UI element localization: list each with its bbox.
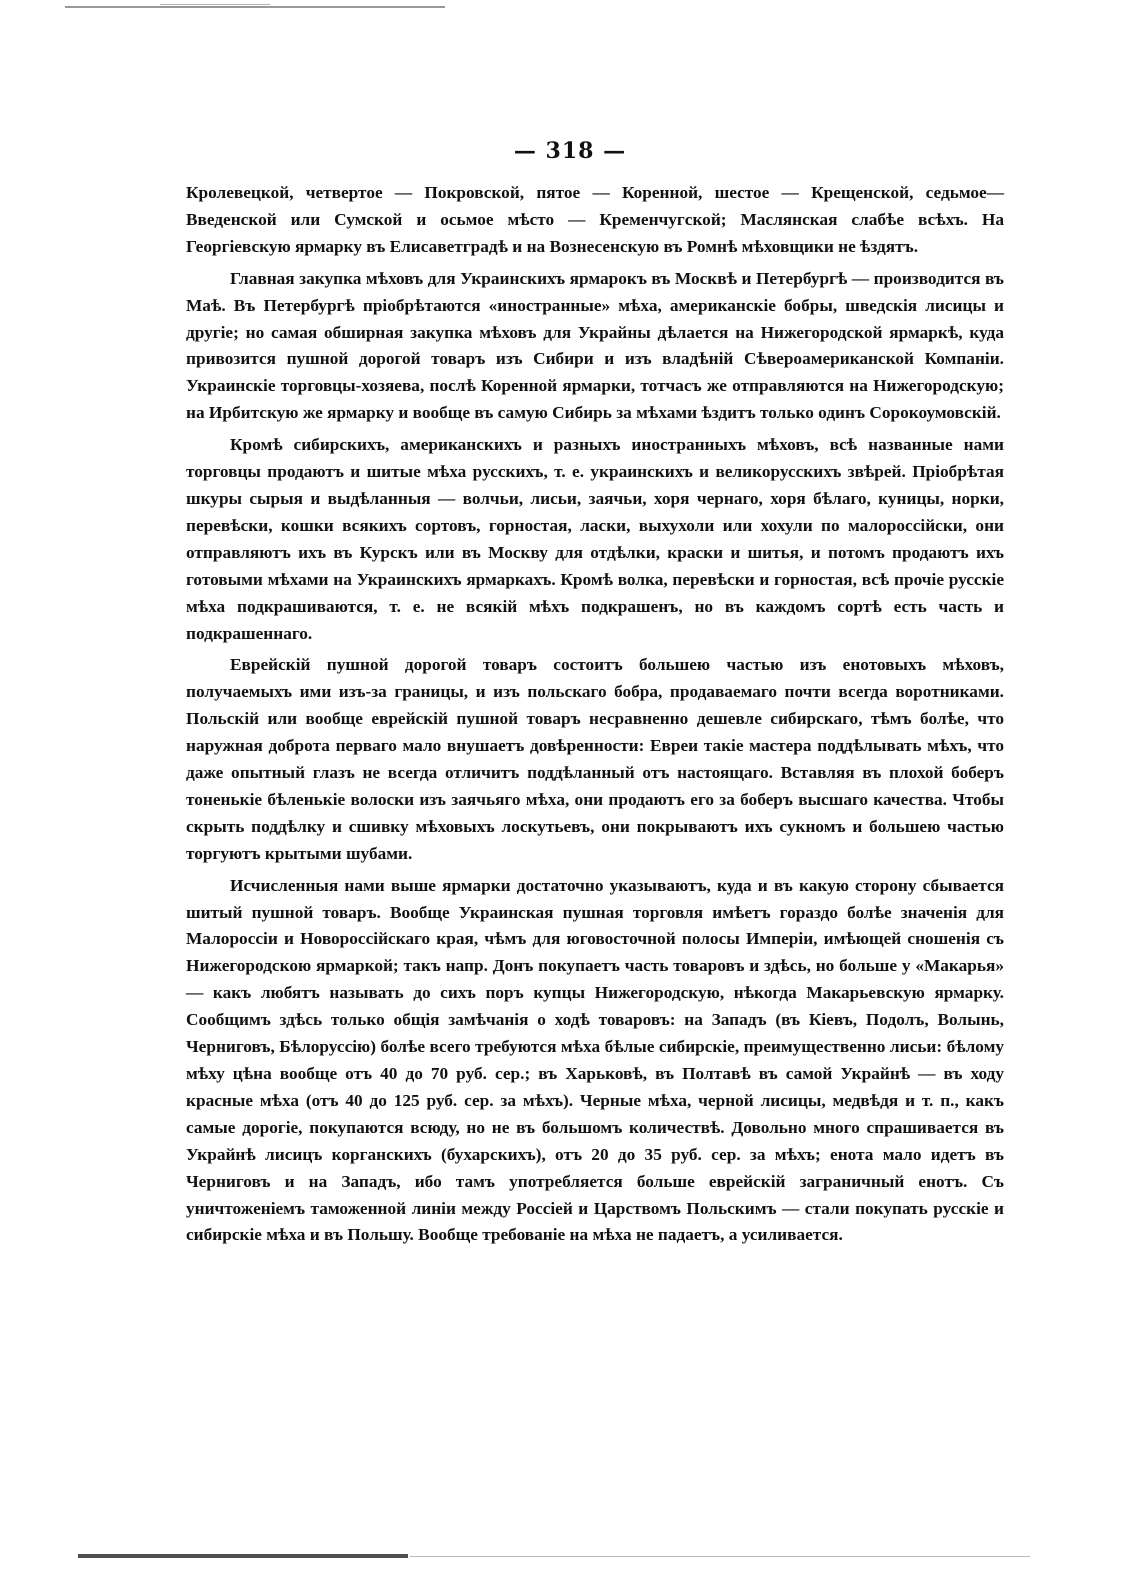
body-text	[186, 180, 1004, 1254]
paragraph-fur-distribution: Исчисленныя нами выше ярмарки достаточно указываютъ, куда и въ какую сторону сбывается шитый пушной товаръ. Вообще Украинская пушная торговля имѣетъ гораздо болѣе значенія для Малороссіи и Новороссійскаго края, чѣмъ для юговосточной полосы Имперіи, имѣющей сношенія съ Нижегородскою ярмаркой; такъ напр. Донъ покупаетъ часть товаровъ и здѣсь, но больше у «Макарья» — какъ любятъ называть до сихъ поръ купцы Нижегородскую, нѣкогда Макарьевскую ярмарку. Сообщимъ здѣсь только общія замѣчанія о ходѣ товаровъ: на Западъ (въ Кіевъ, Подолъ, Волынь, Черниговъ, Бѣлоруссію) болѣе всего требуются мѣха бѣлые сибирскіе, преимущественно лисьи: бѣлому мѣху цѣна вообще отъ 40 до 70 руб. сер.; въ Харьковѣ, въ Полтавѣ въ самой Украйнѣ — въ ходу красные мѣха (отъ 40 до 125 руб. сер. за мѣхъ). Черные мѣха, черной лисицы, медвѣдя и т. п., какъ самые дорогіе, покупаются всюду, но не въ большомъ количествѣ. Довольно много спрашивается въ Украйнѣ лисицъ корганскихъ (бухарскихъ), отъ 20 до 35 руб. сер. за мѣхъ; енота мало идетъ въ Черниговъ и на Западъ, ибо тамъ употребляется больше еврейскій заграничный енотъ. Съ уничтоженіемъ таможенной линіи между Россіей и Царствомъ Польскимъ — стали покупать русскіе и сибирскіе мѣха и въ Польшу. Вообще требованіе на мѣха не падаетъ, а усиливается.	[186, 875, 1004, 1245]
scan-edge-mark-top-secondary	[160, 4, 270, 5]
paragraph-continued: Кролевецкой, четвертое — Покровской, пятое — Коренной, шестое — Крещенской, седьмое— Введенской или Сумской и осьмое мѣсто — Кременчугской; Маслянская слабѣе всѣхъ. На Георгіевскую ярмарку въ Елисаветградѣ и на Вознесенскую въ Ромнѣ мѣховщики не ѣздятъ.	[186, 183, 1004, 256]
page-number: — 318 —	[513, 138, 627, 164]
scan-edge-mark-bottom	[78, 1554, 408, 1558]
scan-edge-mark-top	[65, 6, 445, 8]
paragraph-russian-furs: Кромѣ сибирскихъ, американскихъ и разныхъ иностранныхъ мѣховъ, всѣ названные нами торговцы продаютъ и шитые мѣха русскихъ, т. е. украинскихъ и великорусскихъ звѣрей. Пріобрѣтая шкуры сырыя и выдѣланныя — волчьи, лисьи, заячьи, хоря чернаго, хоря бѣлаго, куницы, норки, перевѣски, кошки всякихъ сортовъ, горностая, ласки, выхухоли или хохули по малороссійски, они отправляютъ ихъ въ Курскъ или въ Москву для отдѣлки, краски и шитья, и потомъ продаютъ ихъ готовыми мѣхами на Украинскихъ ярмаркахъ. Кромѣ волка, перевѣски и горностая, всѣ прочіе русскіе мѣха подкрашиваются, т. е. не всякій мѣхъ подкрашенъ, но въ каждомъ сортѣ есть часть и подкрашеннаго.	[186, 435, 1004, 643]
scan-edge-mark-bottom-secondary	[410, 1556, 1030, 1557]
paragraph-jewish-fur-trade: Еврейскій пушной дорогой товаръ состоитъ большею частью изъ енотовыхъ мѣховъ, получаемыхъ ими изъ-за границы, и изъ польскаго бобра, продаваемаго почти всегда воротниками. Польскій или вообще еврейскій пушной товаръ несравненно дешевле сибирскаго, тѣмъ болѣе, что наружная доброта перваго мало внушаетъ довѣренности: Евреи такіе мастера поддѣлывать мѣхъ, что даже опытный глазъ не всегда отличитъ поддѣланный отъ настоящаго. Вставляя въ плохой боберъ тоненькіе бѣленькіе волоски изъ заячьяго мѣха, они продаютъ его за боберъ высшаго качества. Чтобы скрыть поддѣлку и сшивку мѣховыхъ лоскутьевъ, они покрываютъ ихъ сукномъ и большею частью торгуютъ крытыми шубами.	[186, 655, 1004, 863]
paragraph-fur-purchasing: Главная закупка мѣховъ для Украинскихъ ярмарокъ въ Москвѣ и Петербургѣ — производится въ Маѣ. Въ Петербургѣ пріобрѣтаются «иностранные» мѣха, американскіе бобры, шведскія лисицы и другіе; но самая обширная закупка мѣховъ для Украйны дѣлается на Нижегородской ярмаркѣ, куда привозится пушной дорогой товаръ изъ Сибири и изъ владѣній Сѣвероамериканской Компаніи. Украинскіе торговцы-хозяева, послѣ Коренной ярмарки, тотчасъ же отправляются на Нижегородскую; на Ирбитскую же ярмарку и вообще въ самую Сибирь за мѣхами ѣздитъ только одинъ Сорокоумовскій.	[186, 268, 1004, 423]
